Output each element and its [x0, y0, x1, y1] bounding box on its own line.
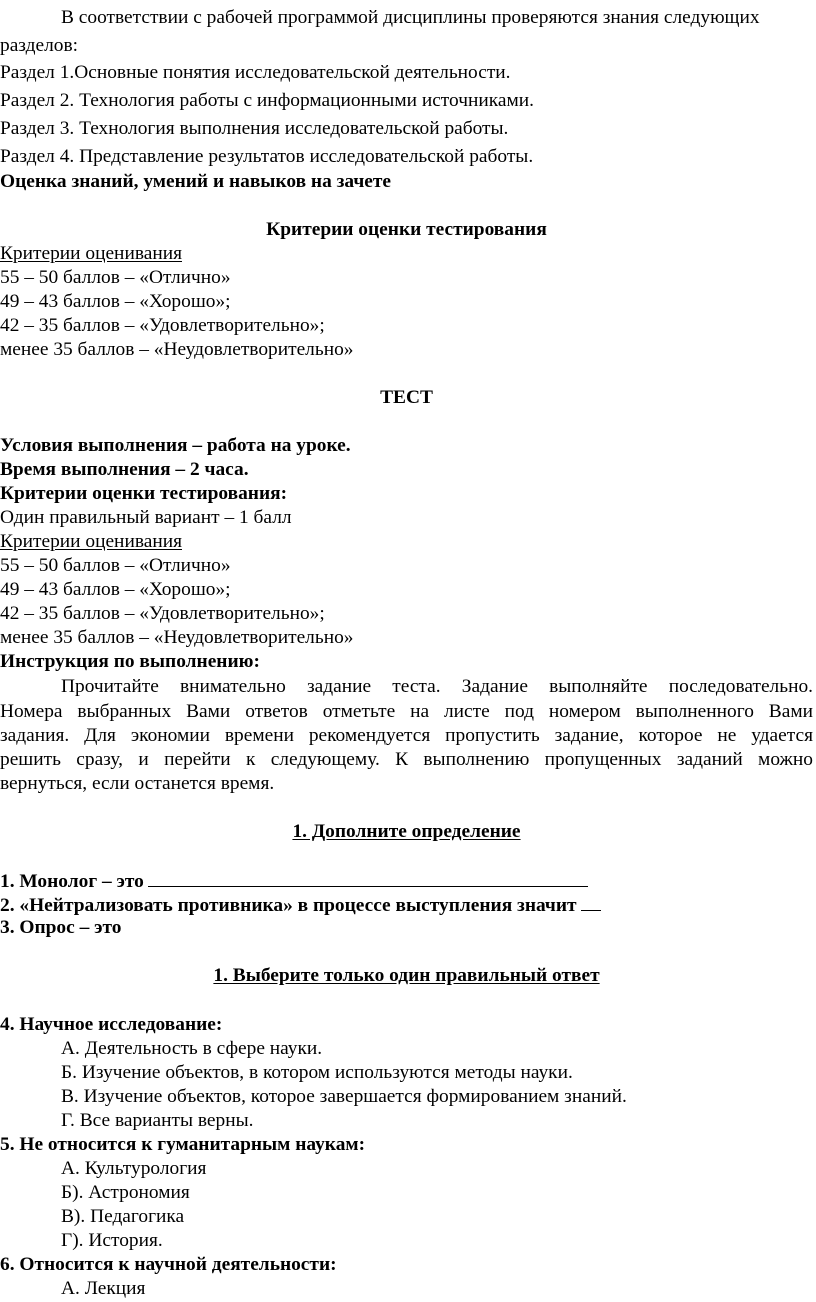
section-3: Раздел 3. Технология выполнения исследовательской работы.: [0, 118, 509, 139]
criteria-title: Критерии оценки тестирования: [266, 219, 547, 240]
test-title: ТЕСТ: [380, 387, 433, 408]
point-line: Один правильный вариант – 1 балл: [0, 507, 292, 528]
instructions-line: Номера выбранных Вами ответов отметьте на листе под номером выполненного Вами: [0, 701, 813, 722]
grading-item: 42 – 35 баллов – «Удовлетворительно»;: [0, 315, 325, 336]
question-2-text: 2. «Нейтрализовать противника» в процессе выступления значит: [0, 895, 577, 916]
conditions-line: Условия выполнения – работа на уроке.: [0, 435, 351, 456]
instructions-line: Прочитайте внимательно задание теста. Задание выполняйте последовательно.: [61, 676, 813, 697]
instructions-line: задания. Для экономии времени рекомендуется пропустить задание, которое не удается: [0, 725, 813, 746]
answer-blank-2[interactable]: [581, 892, 601, 911]
criteria-line: Критерии оценки тестирования:: [0, 483, 288, 504]
time-line: Время выполнения – 2 часа.: [0, 459, 249, 480]
grading-item: 55 – 50 баллов – «Отлично»: [0, 555, 231, 576]
answer-option: В. Изучение объектов, которое завершается формированием знаний.: [61, 1086, 627, 1107]
intro-line-2: разделов:: [0, 35, 78, 56]
question-5: 5. Не относится к гуманитарным наукам:: [0, 1134, 366, 1155]
section-2: Раздел 2. Технология работы с информационными источниками.: [0, 90, 534, 111]
grading-item: 42 – 35 баллов – «Удовлетворительно»;: [0, 603, 325, 624]
grading-item: менее 35 баллов – «Неудовлетворительно»: [0, 627, 354, 648]
answer-option: А. Деятельность в сфере науки.: [61, 1038, 323, 1059]
answer-blank-1[interactable]: [148, 868, 588, 887]
answer-option: Б). Астрономия: [61, 1182, 190, 1203]
part1-heading: 1. Дополните определение: [292, 821, 521, 842]
answer-option: В). Педагогика: [61, 1206, 185, 1227]
answer-option: Г. Все варианты верны.: [61, 1110, 254, 1131]
question-3: 3. Опрос – это: [0, 917, 122, 938]
instructions-line: решить сразу, и перейти к следующему. К выполнению пропущенных заданий можно: [0, 749, 813, 770]
intro-line-1: В соответствии с рабочей программой дисциплины проверяются знания следующих: [61, 7, 760, 28]
question-1-text: 1. Монолог – это: [0, 871, 144, 892]
grading-label-2: Критерии оценивания: [0, 531, 182, 552]
section-1: Раздел 1.Основные понятия исследовательской деятельности.: [0, 62, 511, 83]
question-2: [0, 892, 813, 918]
part2-heading: 1. Выберите только один правильный ответ: [213, 965, 600, 986]
answer-option: А. Лекция: [61, 1278, 146, 1299]
instructions-line: вернуться, если останется время.: [0, 773, 275, 794]
section-4: Раздел 4. Представление результатов исследовательской работы.: [0, 146, 534, 167]
grading-item: 49 – 43 баллов – «Хорошо»;: [0, 579, 231, 600]
grading-item: 49 – 43 баллов – «Хорошо»;: [0, 291, 231, 312]
instructions-heading: Инструкция по выполнению:: [0, 651, 260, 672]
question-1: [0, 868, 813, 894]
question-6: 6. Относится к научной деятельности:: [0, 1254, 337, 1275]
grading-label-1: Критерии оценивания: [0, 243, 182, 264]
answer-option: Б. Изучение объектов, в котором используются методы науки.: [61, 1062, 573, 1083]
grading-item: 55 – 50 баллов – «Отлично»: [0, 267, 231, 288]
grading-item: менее 35 баллов – «Неудовлетворительно»: [0, 339, 354, 360]
answer-option: Г). История.: [61, 1230, 163, 1251]
assessment-heading: Оценка знаний, умений и навыков на зачете: [0, 171, 391, 192]
question-4: 4. Научное исследование:: [0, 1014, 223, 1035]
answer-option: А. Культурология: [61, 1158, 207, 1179]
